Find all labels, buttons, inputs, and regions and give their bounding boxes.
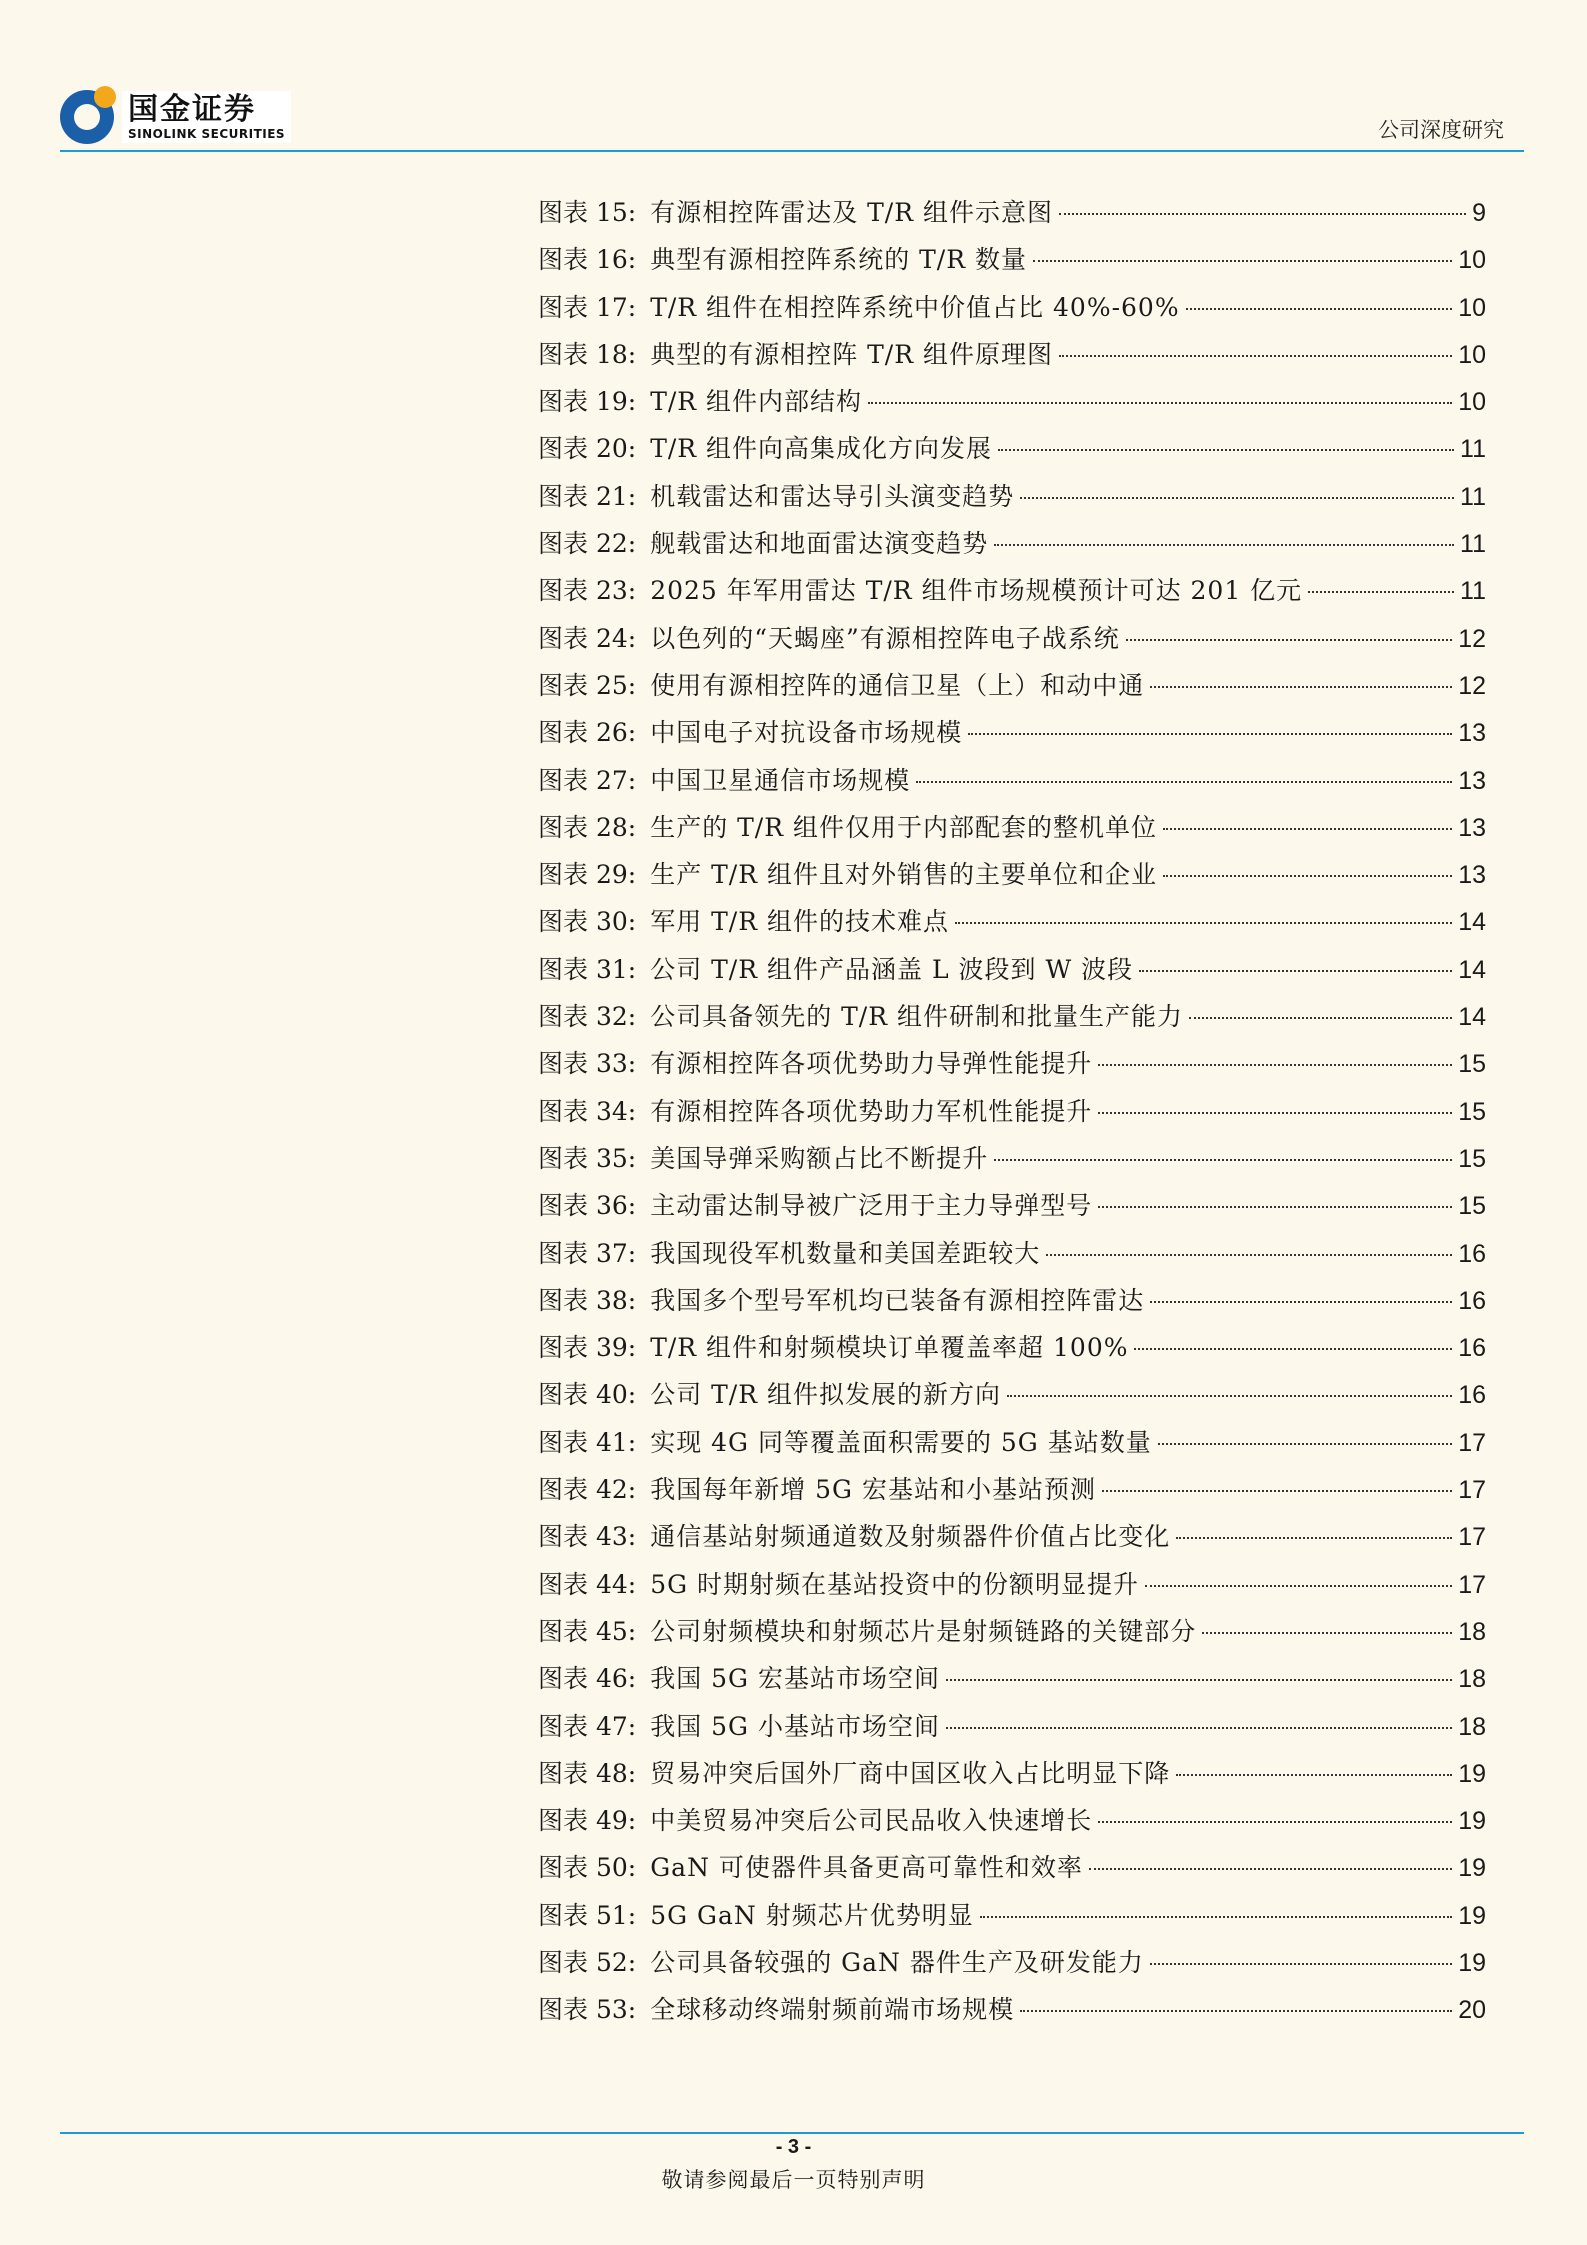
toc-figure-label: 图表 49: — [538, 1806, 637, 1836]
toc-page-number: 19 — [1458, 1948, 1486, 1977]
toc-page-number: 12 — [1458, 624, 1486, 653]
toc-dot-leader — [1163, 828, 1452, 830]
logo-text — [122, 91, 291, 143]
report-type: 公司深度研究 — [1378, 118, 1504, 142]
toc-figure-label: 图表 41: — [538, 1427, 637, 1457]
toc-page-number: 18 — [1458, 1617, 1486, 1646]
toc-dot-leader — [1102, 1490, 1452, 1492]
toc-entry[interactable] — [538, 1939, 1486, 1986]
toc-dot-leader — [1134, 1348, 1452, 1350]
toc-page-number: 17 — [1458, 1428, 1486, 1457]
toc-figure-label: 图表 30: — [538, 907, 637, 937]
toc-entry[interactable] — [538, 1655, 1486, 1702]
toc-dot-leader — [1046, 1254, 1452, 1256]
toc-page-number: 10 — [1458, 293, 1486, 322]
toc-entry[interactable] — [538, 520, 1486, 567]
logo-chinese-name: 国金证券 — [128, 92, 256, 127]
toc-entry[interactable] — [538, 1088, 1486, 1135]
toc-figure-title: 生产 T/R 组件且对外销售的主要单位和企业 — [650, 860, 1158, 890]
disclaimer-note: 敬请参阅最后一页特别声明 — [661, 2168, 926, 2192]
toc-figure-title: 贸易冲突后国外厂商中国区收入占比明显下降 — [650, 1758, 1171, 1788]
toc-page-number: 20 — [1458, 1996, 1486, 2025]
toc-entry[interactable] — [538, 757, 1486, 804]
toc-figure-label: 图表 23: — [538, 576, 637, 606]
toc-figure-title: 我国现役军机数量和美国差距较大 — [650, 1238, 1041, 1268]
toc-dot-leader — [916, 781, 1452, 783]
toc-entry[interactable] — [538, 189, 1486, 236]
toc-figure-label: 图表 35: — [538, 1143, 637, 1173]
toc-entry[interactable] — [538, 1182, 1486, 1229]
toc-figure-title: 有源相控阵各项优势助力军机性能提升 — [650, 1096, 1093, 1126]
toc-dot-leader — [1308, 591, 1454, 593]
toc-entry[interactable] — [538, 1892, 1486, 1939]
toc-dot-leader — [994, 544, 1454, 546]
toc-figure-title: 主动雷达制导被广泛用于主力导弹型号 — [650, 1191, 1093, 1221]
toc-dot-leader — [1020, 497, 1454, 499]
toc-entry[interactable] — [538, 993, 1486, 1040]
toc-page-number: 14 — [1458, 1003, 1486, 1032]
toc-dot-leader — [1202, 1632, 1452, 1634]
toc-dot-leader — [955, 922, 1452, 924]
toc-dot-leader — [1176, 1537, 1452, 1539]
toc-dot-leader — [1139, 970, 1452, 972]
toc-figure-title: 我国每年新增 5G 宏基站和小基站预测 — [650, 1475, 1096, 1505]
toc-entry[interactable] — [538, 1986, 1486, 2033]
toc-figure-label: 图表 22: — [538, 529, 637, 559]
toc-entry[interactable] — [538, 898, 1486, 945]
toc-figure-label: 图表 31: — [538, 954, 637, 984]
toc-entry[interactable] — [538, 1513, 1486, 1560]
toc-figure-title: 公司 T/R 组件产品涵盖 L 波段到 W 波段 — [650, 954, 1134, 984]
toc-figure-title: 中国卫星通信市场规模 — [650, 765, 911, 795]
toc-page-number: 10 — [1458, 340, 1486, 369]
toc-figure-title: 美国导弹采购额占比不断提升 — [650, 1143, 989, 1173]
toc-page-number: 16 — [1458, 1239, 1486, 1268]
toc-dot-leader — [998, 449, 1454, 451]
toc-page-number: 19 — [1458, 1854, 1486, 1883]
toc-dot-leader — [1163, 875, 1452, 877]
page-number: - 3 - — [775, 2136, 812, 2158]
toc-figure-title: 5G GaN 射频芯片优势明显 — [650, 1900, 974, 1930]
toc-figure-label: 图表 48: — [538, 1758, 637, 1788]
toc-page-number: 9 — [1472, 199, 1486, 227]
toc-figure-label: 图表 17: — [538, 292, 637, 322]
toc-figure-title: GaN 可使器件具备更高可靠性和效率 — [650, 1853, 1083, 1883]
toc-page-number: 15 — [1458, 1050, 1486, 1079]
toc-page-number: 17 — [1458, 1523, 1486, 1552]
toc-figure-title: 我国 5G 宏基站市场空间 — [650, 1664, 940, 1694]
header-divider — [60, 150, 1524, 152]
toc-figure-label: 图表 53: — [538, 1995, 637, 2025]
toc-figure-title: 舰载雷达和地面雷达演变趋势 — [650, 529, 989, 559]
toc-page-number: 14 — [1458, 955, 1486, 984]
sinolink-logo-icon — [60, 90, 114, 144]
toc-entry[interactable] — [538, 1797, 1486, 1844]
toc-dot-leader — [1098, 1206, 1452, 1208]
toc-dot-leader — [1145, 1585, 1452, 1587]
toc-figure-label: 图表 20: — [538, 434, 637, 464]
toc-page-number: 11 — [1460, 435, 1486, 464]
toc-figure-label: 图表 47: — [538, 1711, 637, 1741]
toc-figure-title: 公司射频模块和射频芯片是射频链路的关键部分 — [650, 1616, 1197, 1646]
toc-page-number: 15 — [1458, 1144, 1486, 1173]
toc-figure-title: T/R 组件和射频模块订单覆盖率超 100% — [650, 1333, 1129, 1363]
toc-dot-leader — [1176, 1774, 1452, 1776]
toc-entry[interactable] — [538, 804, 1486, 851]
company-logo — [60, 90, 291, 144]
toc-entry[interactable] — [538, 1750, 1486, 1797]
toc-figure-label: 图表 15: — [538, 198, 637, 227]
toc-entry[interactable] — [538, 1040, 1486, 1087]
toc-figure-label: 图表 40: — [538, 1380, 637, 1410]
toc-figure-title: 中国电子对抗设备市场规模 — [650, 718, 963, 748]
toc-figure-label: 图表 32: — [538, 1002, 637, 1032]
toc-figure-title: 通信基站射频通道数及射频器件价值占比变化 — [650, 1522, 1171, 1552]
toc-dot-leader — [1098, 1821, 1452, 1823]
toc-page-number: 16 — [1458, 1381, 1486, 1410]
figure-list — [538, 189, 1486, 2034]
logo-english-name: SINOLINK SECURITIES — [128, 127, 286, 141]
toc-dot-leader — [1089, 1868, 1452, 1870]
toc-entry[interactable] — [538, 1608, 1486, 1655]
toc-figure-title: 使用有源相控阵的通信卫星（上）和动中通 — [650, 670, 1145, 700]
toc-figure-title: 我国多个型号军机均已装备有源相控阵雷达 — [650, 1285, 1145, 1315]
toc-entry[interactable] — [538, 378, 1486, 425]
toc-figure-title: 典型的有源相控阵 T/R 组件原理图 — [650, 339, 1054, 369]
toc-page-number: 13 — [1458, 719, 1486, 748]
toc-figure-label: 图表 24: — [538, 623, 637, 653]
toc-figure-label: 图表 46: — [538, 1664, 637, 1694]
toc-entry[interactable] — [538, 662, 1486, 709]
toc-page-number: 18 — [1458, 1665, 1486, 1694]
toc-figure-title: 生产的 T/R 组件仅用于内部配套的整机单位 — [650, 812, 1158, 842]
toc-figure-label: 图表 45: — [538, 1616, 637, 1646]
toc-entry[interactable] — [538, 473, 1486, 520]
toc-page-number: 17 — [1458, 1570, 1486, 1599]
toc-entry[interactable] — [538, 946, 1486, 993]
toc-entry[interactable] — [538, 1466, 1486, 1513]
toc-figure-label: 图表 16: — [538, 245, 637, 275]
toc-figure-label: 图表 26: — [538, 718, 637, 748]
toc-entry[interactable] — [538, 1419, 1486, 1466]
toc-entry[interactable] — [538, 1561, 1486, 1608]
toc-entry[interactable] — [538, 851, 1486, 898]
toc-page-number: 18 — [1458, 1712, 1486, 1741]
toc-entry[interactable] — [538, 331, 1486, 378]
toc-figure-title: 我国 5G 小基站市场空间 — [650, 1711, 940, 1741]
toc-page-number: 17 — [1458, 1476, 1486, 1505]
toc-dot-leader — [1126, 639, 1452, 641]
toc-dot-leader — [1098, 1064, 1452, 1066]
toc-figure-title: 典型有源相控阵系统的 T/R 数量 — [650, 245, 1028, 275]
toc-entry[interactable] — [538, 284, 1486, 331]
toc-dot-leader — [1158, 1443, 1452, 1445]
toc-figure-title: T/R 组件在相控阵系统中价值占比 40%-60% — [650, 292, 1180, 322]
toc-figure-title: 以色列的“天蝎座”有源相控阵电子战系统 — [650, 623, 1120, 653]
toc-dot-leader — [1150, 1301, 1452, 1303]
toc-figure-title: T/R 组件内部结构 — [650, 387, 863, 417]
toc-dot-leader — [968, 733, 1452, 735]
toc-dot-leader — [1189, 1017, 1452, 1019]
toc-page-number: 19 — [1458, 1807, 1486, 1836]
toc-dot-leader — [1033, 260, 1452, 262]
toc-page-number: 16 — [1458, 1334, 1486, 1363]
toc-figure-label: 图表 18: — [538, 339, 637, 369]
toc-dot-leader — [1020, 2010, 1452, 2012]
toc-figure-title: 公司 T/R 组件拟发展的新方向 — [650, 1380, 1002, 1410]
toc-figure-label: 图表 28: — [538, 812, 637, 842]
toc-figure-title: 有源相控阵雷达及 T/R 组件示意图 — [650, 198, 1054, 227]
toc-page-number: 10 — [1458, 246, 1486, 275]
toc-dot-leader — [946, 1727, 1452, 1729]
toc-figure-label: 图表 36: — [538, 1191, 637, 1221]
toc-figure-title: 军用 T/R 组件的技术难点 — [650, 907, 950, 937]
toc-page-number: 19 — [1458, 1759, 1486, 1788]
toc-figure-title: 2025 年军用雷达 T/R 组件市场规模预计可达 201 亿元 — [650, 576, 1303, 606]
toc-figure-title: 有源相控阵各项优势助力导弹性能提升 — [650, 1049, 1093, 1079]
toc-figure-title: 实现 4G 同等覆盖面积需要的 5G 基站数量 — [650, 1427, 1152, 1457]
toc-figure-title: 公司具备较强的 GaN 器件生产及研发能力 — [650, 1947, 1144, 1977]
toc-figure-title: 公司具备领先的 T/R 组件研制和批量生产能力 — [650, 1002, 1184, 1032]
toc-figure-label: 图表 50: — [538, 1853, 637, 1883]
toc-figure-label: 图表 51: — [538, 1900, 637, 1930]
toc-page-number: 11 — [1460, 577, 1486, 606]
toc-dot-leader — [994, 1159, 1452, 1161]
toc-entry[interactable] — [538, 1135, 1486, 1182]
toc-dot-leader — [946, 1679, 1452, 1681]
toc-figure-label: 图表 25: — [538, 670, 637, 700]
toc-page-number: 11 — [1460, 530, 1486, 559]
toc-entry[interactable] — [538, 236, 1486, 283]
toc-figure-label: 图表 44: — [538, 1569, 637, 1599]
toc-page-number: 11 — [1460, 482, 1486, 511]
toc-dot-leader — [1186, 308, 1453, 310]
toc-figure-label: 图表 21: — [538, 481, 637, 511]
toc-figure-label: 图表 33: — [538, 1049, 637, 1079]
toc-entry[interactable] — [538, 567, 1486, 614]
toc-dot-leader — [980, 1916, 1452, 1918]
toc-figure-label: 图表 37: — [538, 1238, 637, 1268]
toc-page-number: 13 — [1458, 766, 1486, 795]
footer-divider — [60, 2132, 1524, 2134]
toc-figure-title: 5G 时期射频在基站投资中的份额明显提升 — [650, 1569, 1140, 1599]
toc-figure-title: 机载雷达和雷达导引头演变趋势 — [650, 481, 1015, 511]
toc-dot-leader — [868, 402, 1452, 404]
toc-page-number: 12 — [1458, 671, 1486, 700]
toc-page-number: 19 — [1458, 1901, 1486, 1930]
toc-dot-leader — [1007, 1395, 1452, 1397]
toc-entry[interactable] — [538, 1703, 1486, 1750]
toc-figure-label: 图表 39: — [538, 1333, 637, 1363]
toc-page-number: 14 — [1458, 908, 1486, 937]
toc-page-number: 15 — [1458, 1192, 1486, 1221]
toc-page-number: 15 — [1458, 1097, 1486, 1126]
toc-figure-title: 中美贸易冲突后公司民品收入快速增长 — [650, 1806, 1093, 1836]
toc-entry[interactable] — [538, 709, 1486, 756]
toc-figure-label: 图表 19: — [538, 387, 637, 417]
toc-dot-leader — [1098, 1112, 1452, 1114]
toc-figure-label: 图表 27: — [538, 765, 637, 795]
toc-entry[interactable] — [538, 1371, 1486, 1418]
toc-page-number: 13 — [1458, 813, 1486, 842]
toc-figure-label: 图表 29: — [538, 860, 637, 890]
toc-page-number: 13 — [1458, 861, 1486, 890]
toc-page-number: 10 — [1458, 388, 1486, 417]
toc-dot-leader — [1150, 686, 1452, 688]
toc-dot-leader — [1059, 355, 1452, 357]
toc-figure-label: 图表 38: — [538, 1285, 637, 1315]
toc-entry[interactable] — [538, 425, 1486, 472]
toc-figure-label: 图表 43: — [538, 1522, 637, 1552]
toc-figure-label: 图表 52: — [538, 1947, 637, 1977]
toc-entry[interactable] — [538, 1230, 1486, 1277]
toc-entry[interactable] — [538, 615, 1486, 662]
toc-dot-leader — [1150, 1963, 1452, 1965]
toc-entry[interactable] — [538, 1844, 1486, 1891]
toc-page-number: 16 — [1458, 1286, 1486, 1315]
toc-dot-leader — [1059, 213, 1466, 215]
toc-figure-title: T/R 组件向高集成化方向发展 — [650, 434, 993, 464]
toc-figure-label: 图表 34: — [538, 1096, 637, 1126]
toc-figure-label: 图表 42: — [538, 1475, 637, 1505]
toc-figure-title: 全球移动终端射频前端市场规模 — [650, 1995, 1015, 2025]
toc-entry[interactable] — [538, 1324, 1486, 1371]
toc-entry[interactable] — [538, 1277, 1486, 1324]
